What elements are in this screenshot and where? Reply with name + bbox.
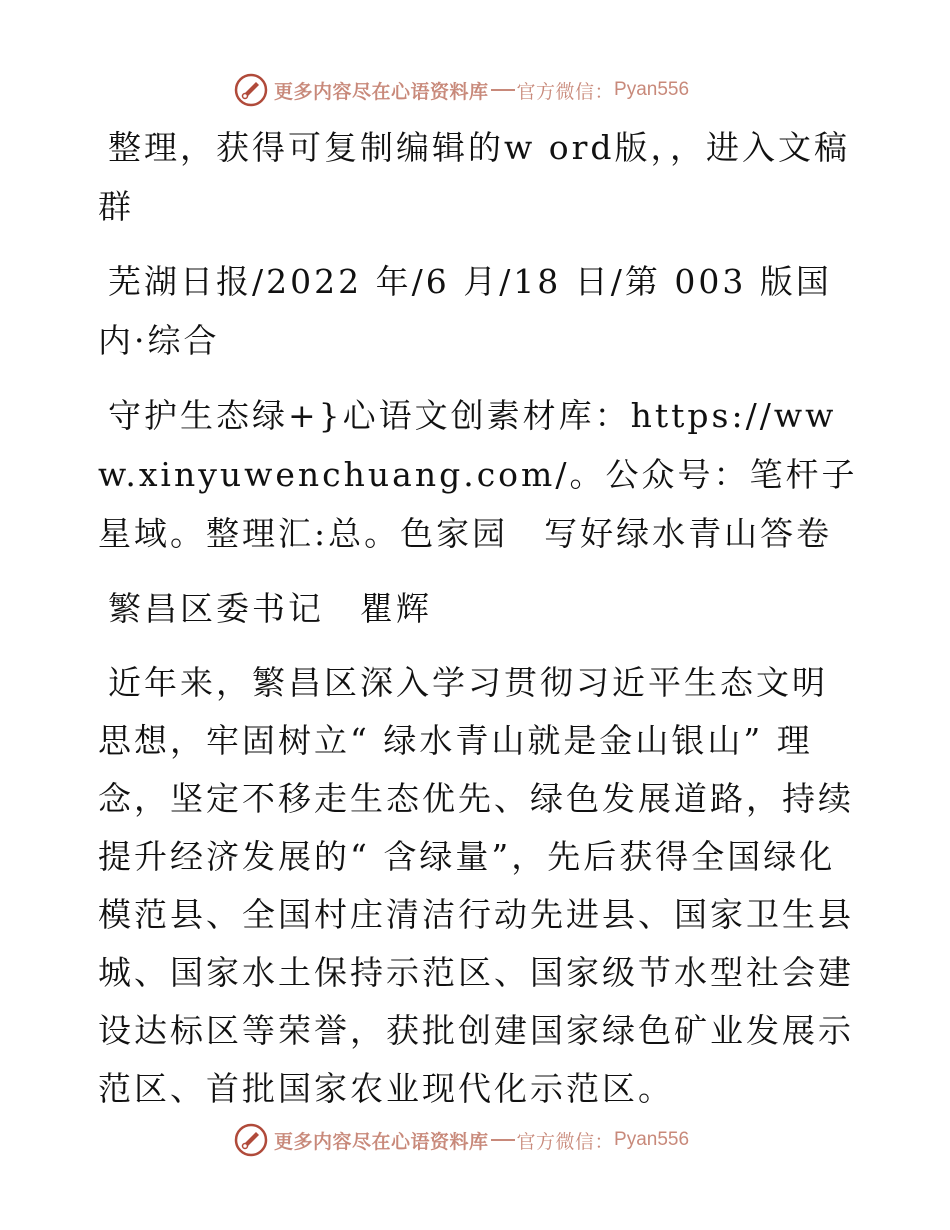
brand-logo-icon [234, 1123, 268, 1157]
banner-official-label: 官方微信： [516, 1130, 615, 1153]
paragraph-title: 守护生态绿+}心语文创素材库：https://www.xinyuwenchuang.com/。公众号：笔杆子星域。整理汇:总。色家园 写好绿水青山答卷 [98, 396, 858, 553]
paragraph-source: 芜湖日报/2022 年/6 月/18 日/第 003 版国内·综合 [98, 262, 832, 360]
banner-dash [491, 89, 515, 91]
banner-brand-text: 更多内容尽在心语资料库 [274, 1130, 489, 1153]
brand-logo-icon [234, 73, 268, 107]
banner-wechat-id: Pyan556 [614, 79, 690, 100]
banner-dash [491, 1139, 515, 1141]
document-body [98, 118, 858, 1134]
paragraph-author: 繁昌区委书记 瞿辉 [108, 589, 432, 628]
header-banner [234, 72, 754, 108]
banner-official-label: 官方微信： [516, 80, 615, 103]
banner-brand-text: 更多内容尽在心语资料库 [274, 80, 489, 103]
footer-banner [234, 1122, 754, 1158]
paragraph-body: 近年来，繁昌区深入学习贯彻习近平生态文明思想，牢固树立“ 绿水青山就是金山银山” 理念，坚定不移走生态优先、绿色发展道路，持续提升经济发展的“ 含绿量”，先后获得全国绿化模范县、全国村庄清洁行动先进县、国家卫生县城、国家水土保持示范区、国家级节水型社会建设达标区等荣誉，获批创建国家绿色矿业发展示范区、首批国家农业现代化示范区。 [98, 663, 854, 1108]
paragraph-notice: 整理，获得可复制编辑的w ord版，，进入文稿群 [98, 128, 851, 226]
banner-wechat-id: Pyan556 [614, 1129, 690, 1150]
